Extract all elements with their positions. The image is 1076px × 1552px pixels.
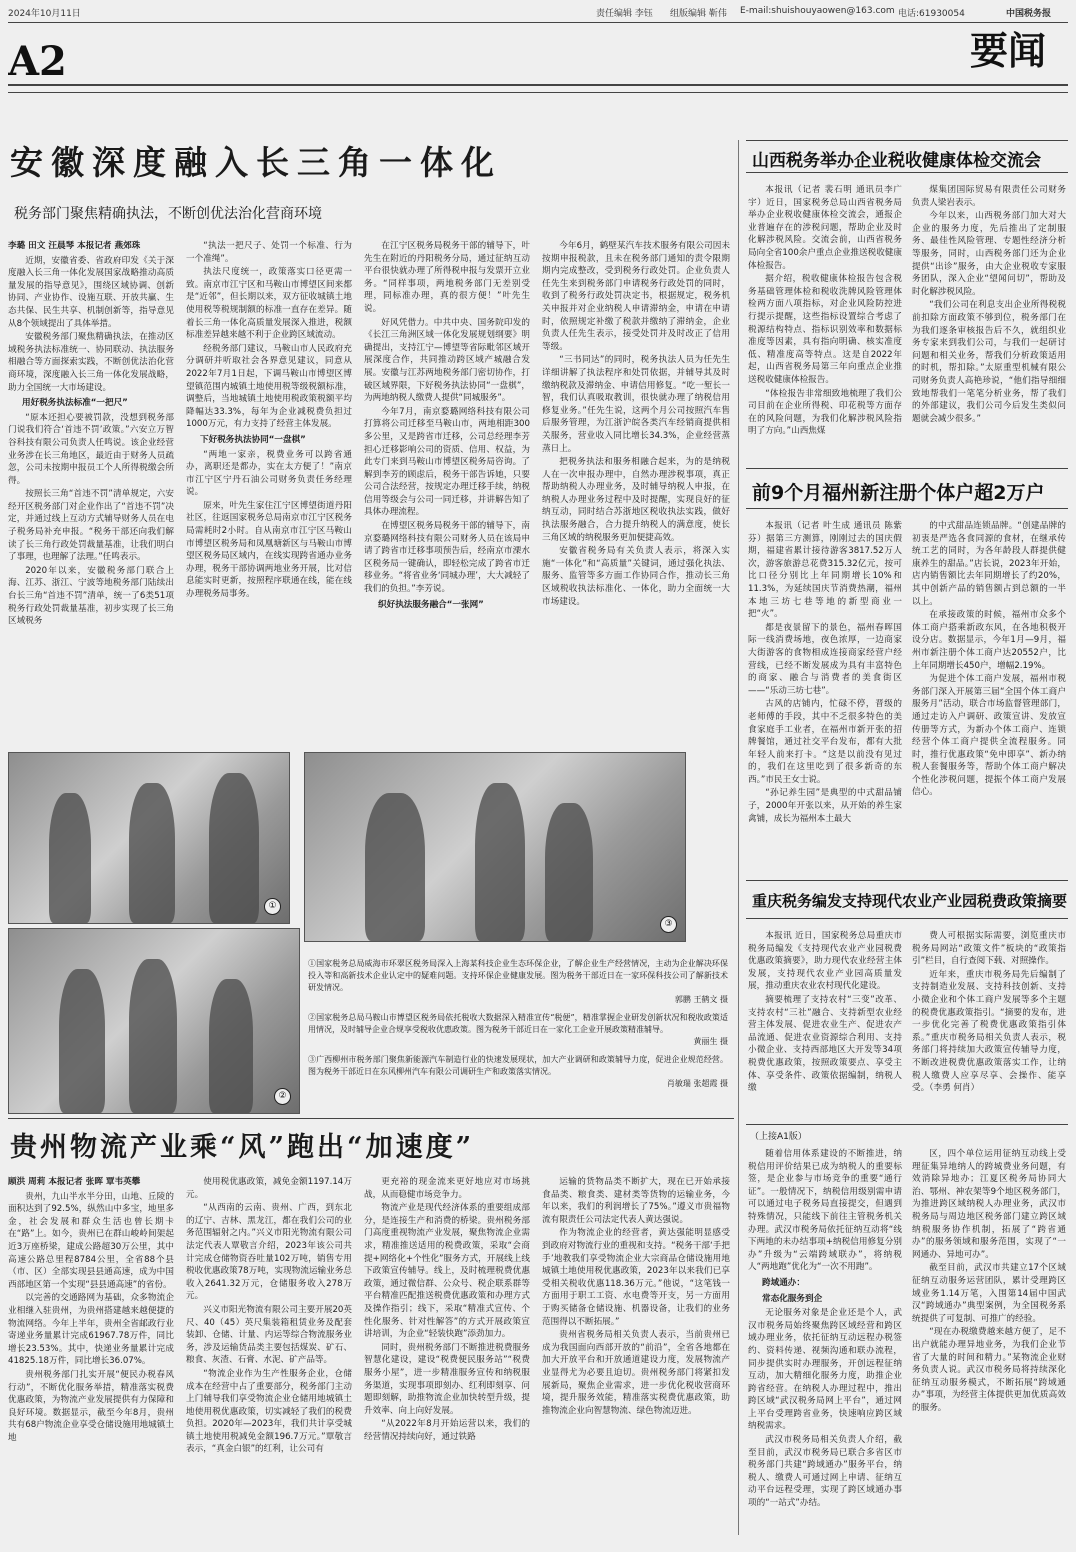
paragraph: 今年6月，鹤壁某汽车技术服务有限公司因未按期申报税款，且未在税务部门通知的责令限期期内完成整改，受到税务行政处罚。企业负责人任先生来到税务部门申请税务行政处罚的同时，收到了税务行政处罚决定书，根据规定，税务机关申报并对企业纳税人申请滞纳金，申请在申请时，依照规定补缴了税款并缴纳了滞纳金，企业负责人任先生表示，接受处罚并及时改正了信用等级。 [542, 241, 730, 352]
main-column-1 [8, 240, 174, 670]
photo-number: ① [264, 898, 281, 915]
paragraph: “我们公司在利息支出企业所得税税前扣除方面政策不够到位，税务部门在为我们逐条审核报告后不久，就组织业务专家来到我们公司，与我们一起研讨问题和相关业务，帮我们分析政策适用的时机，帮扣除。”太原重型机械有限公司财务负责人高艳珍说，“他们指导细细致地帮我们一笔笔分析业务，帮了我们的外部建议，我们公司今后发生类似问题就会减少很多。” [912, 300, 1066, 424]
paragraph: 贵州省税务局相关负责人表示，当前贵州已成为我国面向西部开放的“前沿”，全省各地都在加大开放平台和开放通道建设力度，发展物流产业显得尤为必要且迫切。贵州税务部门将紧扣发展新局，聚焦企业需求，进一步优化税收营商环境，提升服务效能，精准落实税费优惠政策，助推物流企业向智慧物流、绿色物流迈进。 [542, 1330, 730, 1416]
paragraph: 古风的店铺内，忙碌不停，晋级的老师傅的手段，其中不乏很多特色的美食家庭手工业者，在福州市新开张的招牌餐馆，通过社交平台发布，都有大批年轻人前来打卡。“这是以前没有见过的，我们在这里吃到了很多新奇的东西。”市民王女士说。 [748, 699, 902, 785]
story-headline: 山西税务举办企业税收健康体检交流会 [752, 151, 1041, 171]
paragraph: “执法一把尺子、处罚一个标准、行为一个准绳”。 [186, 241, 352, 264]
bottom-column-3 [364, 1176, 530, 1541]
paragraph: 无论服务对象是企业还是个人，武汉市税务局始终聚焦跨区域经营和跨区域办理业务，依托征纳互动远程办税签约、资料传递、视频沟通和联办流程，同步提供实时办理服务，开创远程征纳互动，加大精细化服务力度，助推企业跨省经营。在纳税人办理过程中，推出跨区域“武汉税务局网上平台”，通过网上平台受理跨省业务，快速响应跨区域纳税需求。 [748, 1308, 902, 1432]
main-headline: 安徽深度融入长三角一体化 [10, 143, 502, 182]
shanxi-column-1 [748, 184, 902, 459]
continued-from-note: （上接A1版） [750, 1132, 807, 1142]
photo-3 [304, 752, 686, 942]
bottom-byline: 顾洪 周莉 本报记者 张晖 覃韦英攀 [8, 1177, 141, 1187]
responsible-editor: 责任编辑 李钰 [596, 9, 653, 19]
contact-phone: 电话:61930054 [898, 9, 965, 19]
paragraph: “从2022年8月开始运营以来，我们的经营情况持续向好，通过铁路 [364, 1419, 530, 1442]
paragraph: “从西南的云南、贵州、广西，到东北的辽宁、吉林、黑龙江，都在我们公司的业务范围辐射之内。”兴义市阳光物流有限公司法定代表人覃敬言介绍，2023年该公司共计完成仓储物资吞吐量102万吨，销售专用税收优惠政策78万吨，实现物流运输业务总收入2641.32万元，仓储服务收入278万元。 [186, 1203, 352, 1302]
photo-1 [8, 752, 290, 924]
paragraph: 更充裕的现金流来更好地应对市场挑战，从而稳健市场竞争力。 [364, 1177, 530, 1200]
photo-number: ② [274, 1088, 291, 1105]
paragraph: 原来，叶先生家住江宁区博望街道丹阳社区，往返国家税务总局南京市江宁区税务局需耗时2小时。自从南京市江宁区马鞍山市博望区税务局和凤凰塘新区与马鞍山市博望区税务局区域内，在线实现跨省通办业务办理，税务干部协调两地业务开展，比对信息能实时更新，按照程序联通在线，能在线办理税务局事务。 [186, 500, 352, 600]
paragraph: “原本还担心要被罚款，没想到税务部门说我们符合‘首违不罚’政策。”六安立万智谷科技有限公司负责人任鸣说。该企业经营业务涉在长三角地区，最近由于财务人员疏忽，公司未按期申报员工个人所得税缴会所得。 [8, 412, 174, 486]
section-subheading: 跨域通办： [762, 1277, 805, 1288]
paragraph: 2020年以来，安徽税务部门联合上海、江苏、浙江、宁波等地税务部门陆续出台长三角“首违不罚”清单，统一了6类51项税务行政处罚裁量基准，初步实现了长三角区域税务 [8, 565, 174, 627]
paragraph: 近年来，重庆市税务局先后编制了支持制造业发展、支持科技创新、支持小微企业和个体工商户发展等多个主题的税费优惠政策指引。“摘要的发布，进一步优化完善了税费优惠政策指引体系。”重庆市税务局相关负责人表示，税务部门将持续加大政策宣传辅导力度，不断改进税费优惠政策落实工作，让纳税人缴费人应享尽享、会操作、能享受。（李勇 何肖） [912, 969, 1066, 1094]
caption-credit: 黄丽生 摄 [693, 1037, 728, 1046]
main-column-4 [542, 240, 730, 670]
shanxi-column-2 [912, 184, 1066, 459]
page-code: A2 [8, 40, 67, 84]
section-subheading: 用好税务执法标准“一把尺” [22, 398, 128, 409]
chongqing-column-1 [748, 930, 902, 1120]
contact-email: E-mail:shuishouyaowen@163.com [740, 6, 895, 16]
caption-3: ③广西柳州市税务部门聚焦新能源汽车制造行业的快速发展现状，加大产业调研和政策辅导力度，促进企业规范经营。图为税务干部近日在东风柳州汽车有限公司调研生产和政策落实情况。 肖敏瑞 张超霞 摄 [308, 1055, 728, 1088]
story-headline: 重庆税务编发支持现代农业产业园税费政策摘要 [752, 892, 1068, 910]
photo-2 [8, 928, 300, 1114]
story-headline: 前9个月福州新注册个体户超2万户 [752, 482, 1045, 504]
bottom-column-1 [8, 1176, 174, 1541]
paragraph: 费人可根据实际需要，浏览重庆市税务局网站“政策文件”板块的“政策指引”栏目，自行查阅下载、对照操作。 [912, 931, 1066, 967]
fuzhou-column-2 [912, 520, 1066, 875]
paragraph: 截至目前，武汉市共建立17个区域征纳互动服务运营团队，累计受理跨区域业务1.14万笔，入围第14届中国武汉“跨域通办”典型案例，为全国税务系统提供了可复制、可推广的经验。 [912, 1263, 1066, 1324]
paragraph: “三书同达”的同时，税务执法人员为任先生详细讲解了执法程序和处罚依据，并辅导其及时缴纳税款及滞纳金、申请信用修复。“吃一堑长一智，我们认真吸取教训，很快就办理了纳税信用修复业务。”任先生说，这两个月公司按照汽车售后服务管理，为江浙沪皖各类汽车经销商提供相关服务，营业收入同比增长34.3%，企业经营蒸蒸日上。 [542, 355, 730, 454]
paragraph: 的中式甜品连锁品牌。“创建品牌的初衷是严选各食同源的食材，在继承传统工艺的同时，为各年龄段人群提供健康养生的甜品。”店长说，2023年开始，店内销售额比去年同期增长了约20%，其中创新产品的销售额占到总额的一半以上。 [912, 521, 1066, 607]
paragraph: 同时，贵州税务部门不断推进税费服务智慧化建设，建设“税费便民服务站”“税费服务小屋”，进一步精准服务宣传和纳税服务渠道，实现事项即刻办、红利即刻享、问题即刻解，助推物流企业加快转型升级，提升效率、向上向好发展。 [364, 1342, 530, 1416]
paragraph: 把税务执法和服务相融合起来，为的是纳税人在一次申报办理中，自然办理涉税事项，真正帮助纳税人办理业务，及时辅导纳税人申报，在纳税人办理业务过程中及时提醒，实现良好的征纳互动，同时结合苏浙地区税收执法实践，做好执法服务融合，合力提升纳税人的满意度，使长三角区域的纳税服务更加便捷高效。 [542, 457, 730, 543]
paragraph: 物流产业是现代经济体系的重要组成部分，是连接生产和消费的桥梁。贵州税务部门高度重视物流产业发展，聚焦物流企业需求，精准推送适用的税费政策，采取“会商提+网络化+个性化”服务方式，开展线上线下政策宣传辅导。线上，及时梳理税费优惠政策，通过微信群、公众号、税企联系群等平台精准匹配推送税费优惠政策和办理方式及操作指引；线下，采取“精准式宣传、个性化服务、针对性解答”的方式开展政策宣讲培训，为企业“轻装快跑”添劲加力。 [364, 1203, 530, 1340]
paragraph: 贵州税务部门扎实开展“便民办税春风行动”，不断优化服务举措，精准落实税费优惠政策，为物流产业发展提供有力保障和良好环境。数据显示，截至今年8月，贵州共有68户物流企业享受仓储设施用地城镇土地 [8, 1369, 174, 1443]
paragraph: 按照长三角“首违不罚”清单规定，六安经开区税务部门对企业作出了“首违不罚”决定，并通过线上互动方式辅导财务人员在电子税务局补充申报。“税务干部还向我们解读了长三角行政处罚裁量基准，让我们明白了事理，也理解了法理。”任鸣表示。 [8, 489, 174, 563]
paragraph: “体检报告非常细致地梳理了我们公司目前在企业所得税、印花税等方面存在的风险问题，为我们化解涉税风险指明了方向。”山西焦煤 [748, 388, 902, 437]
continuation-column-1 [748, 1148, 902, 1543]
paragraph: 据介绍，税收健康体检报告包含税务基础管理体检和税收洗牌风险管理体检两方面八项指标，对企业风险防控进行提示提醒，这些指标设置综合考虑了税源结构特点、指标识别效率和数据标准度等因素，具有指向明确、核实准度低、精准度高等特点。这是自2022年起，山西省税务局第三年向重点企业推送税收健康体检报告。 [748, 274, 902, 385]
fuzhou-column-1 [748, 520, 902, 875]
section-subheading: 常态化服务到企 [762, 1293, 823, 1304]
photo-captions [308, 958, 728, 1108]
paragraph: 安徽省税务局有关负责人表示，将深入实施“一体化”和“高质量”关键词，通过强化执法、服务、监管等多方面工作协同合作，推动长三角区域税收执法标准化、一体化，助力全面统一大市场建设。 [542, 546, 730, 607]
caption-1: ①国家税务总局威海市环翠区税务局深入上海某科技企业生态环保企业，了解企业生产经营情况，主动为企业解决环保投入等和高新技术企业认定中的疑难问题。支持环保企业健康发展。图为税务干部近日在一家环保科技公司了解新技术研发情况。 郭鹏 王鹤文 摄 [308, 959, 728, 1004]
paragraph: 运输的货物品类不断扩大，现在已开始承接食品类、粮食类、建材类等货物的运输业务，今年以来，我们的利润增长了75%。”遵义市贵福物流有限责任公司法定代表人黄达强说。 [542, 1177, 730, 1225]
paragraph: 在江宁区税务局税务干部的辅导下，叶先生在附近的丹阳税务分局，通过征纳互动平台很快就办理了所得税申报与发票开立业务。“同样事项，两地税务部门无差别受理，同标准办理，真的很方便！”叶先生说。 [364, 241, 530, 314]
paragraph: 区，四个单位运用征纳互动线上受理征集异地纳人的跨城费业务问题，有效消除异地办；江夏区税务局协同大治、鄂州、神农架等9个地区税务部门，为推进跨区域纳税人办理业务，武汉市税务局与周边地区税务部门建立跨区域纳税服务协作机制，拓展了“跨省通办”的服务领域和服务范围，实现了“一网通办、异地可办”。 [912, 1149, 1066, 1260]
caption-credit: 肖敏瑞 张超霞 摄 [666, 1079, 728, 1088]
paragraph: 在博望区税务局税务干部的辅导下，南京婺璐网络科技有限公司财务人员在该局申请了跨省市迁移事项预告后，经南京市溧水区税务局一键确认，即轻松完成了跨省市迁移业务。“将省业务‘同城办理’，大大减轻了我们的负担。”李芳说。 [364, 521, 530, 595]
paragraph: 执法尺度统一，政策落实口径更需一致。南京市江宁区和马鞍山市博望区间来都是“近邻”，但长期以来，双方征收城镇土地使用税等税规制额的标准一直存在差异。随着长三角一体化高质量发展深入推进，税额标准差异越来越不利于企业跨区域流动。 [186, 267, 352, 341]
bottom-column-2 [186, 1176, 352, 1541]
paragraph: 随着信用体系建设的不断推进，纳税信用评价结果已成为纳税人的重要标签，是企业参与市场竞争的重要“通行证”。一般情况下，纳税信用级别需申请可以通过电子税务局直接提交，但遇到特殊情况，只能线下前往主管税务机关办理。武汉市税务局依托征纳互动将“线下两地的未办结事项+纳税信用修复分别办”升级为“云端跨域联办”，将纳税人“两地跑”优化为“一次不用跑”。 [748, 1149, 902, 1273]
bottom-column-4 [542, 1176, 730, 1541]
paragraph: “孙记养生园”是典型的中式甜品铺子，2000年开张以来，从开始的养生家禽铺，成长为福州本土最大 [748, 788, 902, 824]
layout-editor: 组版编辑 靳伟 [670, 9, 727, 19]
paragraph: 贵州，九山半水半分田，山地、丘陵的面积达到了92.5%，纵然山中多宝，地里多金，社会发展和群众生活也曾长期卡在“路”上。如今，贵州已在群山峻岭间架起近3万座桥梁，建成公路超30万公里，其中高速公路总里程8784公里，全省88个县（市、区）全部实现县县通高速，成为中国西部地区第一个实现“县县通高速”的省份。 [8, 1191, 174, 1290]
paragraph: “物流企业作为生产性服务企业，仓储成本在经营中占了重要部分，税务部门主动上门辅导我们享受物流企业仓储用地城镇土地使用税优惠政策，切实减轻了我们的税费负担。2020年—2023年，我们共计享受城镇土地使用税减免金额196.7万元。”覃敬言表示，“真金白银”的红利，让公司有 [186, 1368, 352, 1455]
paragraph: “两地一家亲，税费业务可以跨省通办，离职还是都办，实在太方便了！”南京市江宁区宁丹石油公司财务负责任务经理说。 [186, 449, 352, 498]
paragraph: 以完善的交通路网为基础，众多物流企业相继入驻贵州，为贵州搭建越来越便捷的物流网络。今年上半年，贵州全省邮政行业寄递业务量累计完成61967.78万件，同比增长23.53%。其中，快递业务量累计完成41825.18万件，同比增长36.07%。 [8, 1293, 174, 1367]
chongqing-column-2 [912, 930, 1066, 1120]
paragraph: 本报讯（记者 叶生成 通讯员 陈紫芬）据第三方测算，刚刚过去的国庆假期，福建省累计接待游客3817.52万人次，游客旅游总花费315.32亿元，按可比口径分别比上年同期增长10%和11.3%，为延续国庆节消费热潮，福州本地三坊七巷等地的新型商业一把“火”。 [748, 521, 902, 620]
main-subhead: 税务部门聚焦精确执法，不断创优法治化营商环境 [14, 206, 322, 222]
paragraph: 使用税优惠政策，减免金额1197.14万元。 [186, 1177, 352, 1200]
paragraph: 本报讯（记者 裴石明 通讯员李广宇）近日，国家税务总局山西省税务局举办企业税收健康体检交流会，通报企业普遍存在的涉税问题，帮助企业及时化解涉税风险。交流会前，山西省税务局向全省100余户重点企业推送税收健康体检报告。 [748, 185, 902, 271]
issue-date: 2024年10月11日 [8, 9, 81, 19]
main-column-2 [186, 240, 352, 670]
paragraph: 安徽税务部门聚焦精确执法，在推动区域税务执法标准统一、协同联动、执法服务相融合等方面探索实践，不断创优法治化营商环境，深度融入长三角一体化发展战略，助力全国统一大市场建设。 [8, 332, 174, 393]
section-subheading: 下好税务执法协同“一盘棋” [200, 434, 306, 445]
section-name: 要闻 [970, 28, 1047, 73]
caption-2: ②国家税务总局马鞍山市博望区税务局依托税收大数据深入精准宣传“税便”，精准掌握企业研发创新状况和税收政策适用情况，及时辅导企业合规享受税收优惠政策。图为税务干部近日在一家化工企业开展政策精准辅导。 黄丽生 摄 [308, 1013, 728, 1046]
paragraph: 兴义市阳光物流有限公司主要开展20英尺、40（45）英尺集装箱租赁业务及配套装卸、仓储、计量、内运等综合物流服务业务，涉及运输货品类主要包括煤炭、矿石、粮食、灰渣、石膏、水泥、矿产品等。 [186, 1304, 352, 1366]
continuation-column-2 [912, 1148, 1066, 1543]
paragraph: 好风凭借力。中共中央、国务院印发的《长江三角洲区域一体化发展规划纲要》明确提出，支持江宁—博望等省际毗邻区域开展深度合作，共同推动跨区域产城融合发展。安徽与江苏两地税务部门密切协作，打破区域界限，下好税务执法协同“一盘棋”，为两地纳税人缴费人提供“同城服务”。 [364, 317, 530, 404]
photo-number: ③ [660, 916, 677, 933]
paragraph: 武汉市税务局相关负责人介绍，截至目前，武汉市税务局已联合多省区市税务部门共建“跨域通办”服务平台，纳税人、缴费人可通过网上申请、征纳互动平台远程受理，实现了跨区域通办事项的“一站式”办结。 [748, 1435, 902, 1509]
paragraph: 作为物流企业的经营者，黄达强能明显感受到政府对物流行业的重视和支持。“税务干部‘手把手’地教我们享受物流企业大宗商品仓储设施用地城镇土地使用税优惠政策，2023年以来我们已享受相关税收优惠118.36万元。”他说，“这笔钱一方面用于职工工资、水电费等开支，另一方面用于购买储备仓储设施、机器设备，让我们的业务范围得以不断拓展。” [542, 1228, 730, 1327]
paragraph: “现在办税缴费越来越方便了，足不出户就能办理异地业务，为我们企业节省了大量的时间和精力。”某物流企业财务负责人说。武汉市税务局将持续深化征纳互动服务模式，不断拓展“跨域通办”事项，为经营主体提供更加优质高效的服务。 [912, 1327, 1066, 1413]
bottom-headline: 贵州物流产业乘“风”跑出“加速度” [10, 1132, 475, 1163]
paragraph: 今年以来，山西税务部门加大对大企业的服务力度，先后推出了定制服务、最佳性风险管理、专题性经济分析等服务，同时，山西税务部门还为企业提供“出诊”服务，由大企业税收专家服务团队，深入企业“望闻问切”，帮助及时化解涉税风险。 [912, 211, 1066, 297]
main-column-3 [364, 240, 530, 670]
section-subheading: 织好执法服务融合“一张网” [378, 599, 484, 610]
paragraph: 都是夜景留下的景色，福州春晖国际一线消费场地，夜色浓厚，一边商家大街游客的食物相成连接商家经营户经营线，已经不断发展成为具有丰富特色的商家、融合与消费者的美食街区——“乐动三坊七巷”。 [748, 622, 902, 696]
paragraph: 经税务部门建议，马鞍山市人民政府充分调研并听取社会各界意见建议，同意从2022年7月1日起，下调马鞍山市博望区博望镇范围内城镇土地使用税等级税额标准，调整后，当地城镇土地使用税政策税额平均降幅达33.3%，每年为企业减税费负担过1000万元，有力支持了经营主体发展。 [186, 343, 352, 430]
paper-name: 中国税务报 [1006, 9, 1052, 19]
main-byline: 李璐 田文 汪晨琴 本报记者 燕郊珠 [8, 241, 141, 251]
paragraph: 摘要梳理了支持农村“三变”改革、支持农村“三社”融合、支持新型农业经营主体发展、促进农业生产、促进农产品流通、促进农业资源综合利用、支持小微企业、支持西部地区大开发等34项税费优惠政策，按照政策要点、享受主体、享受条件、政策依据编制，纳税人缴 [748, 994, 902, 1094]
caption-credit: 郭鹏 王鹤文 摄 [674, 995, 728, 1004]
paragraph: 本报讯 近日，国家税务总局重庆市税务局编发《支持现代农业产业园税费优惠政策摘要》，助力现代农业经营主体发展，支持现代农业产业园高质量发展，推动重庆农业农村现代化建设。 [748, 931, 902, 992]
paragraph: 近期，安徽省委、省政府印发《关于深度融入长三角一体化发展国家战略推动高质量发展的指导意见》，围绕区域协调、创新协同、产业协作、设施互联、开放共赢、生态共保、民生共享、机制创新等，指导意见从8个领域提出了具体举措。 [8, 255, 174, 329]
paragraph: 为促进个体工商户发展，福州市税务部门深入开展第三届“全国个体工商户服务月”活动，联合市场监督管理部门，通过走访入户调研、政策宣讲、发放宣传册等方式，为新办个体工商户、连锁经营个体工商户提供全流程服务。同时，推行优惠政策“免申即享”、新办纳税人套餐服务等，帮助个体工商户解决个性化涉税问题，提振个体工商户发展信心。 [912, 674, 1066, 798]
paragraph: 煤集团国际贸易有限责任公司财务负责人梁岩表示。 [912, 185, 1066, 208]
paragraph: 今年7月，南京婺璐网络科技有限公司打算将公司迁移至马鞍山市，两地相距300多公里，又是跨省市迁移，公司总经理李芳担心迁移影响公司的资质、信用、权益，为此专门来到马鞍山市博望区税务局咨询。了解到李芳的顾虑后，税务干部告诉她，只要公司合法经营，按规定办理迁移手续，纳税信用等级会与公司一同迁移，并讲解告知了具体办理流程。 [364, 406, 530, 518]
paragraph: 在承接政策的时候，福州市众多个体工商户搭乘新政东风，在各地积极开设分店。数据显示，今年1月—9月，福州市新注册个体工商户达20552户，比上年同期增长450户，增幅2.19%。 [912, 610, 1066, 671]
